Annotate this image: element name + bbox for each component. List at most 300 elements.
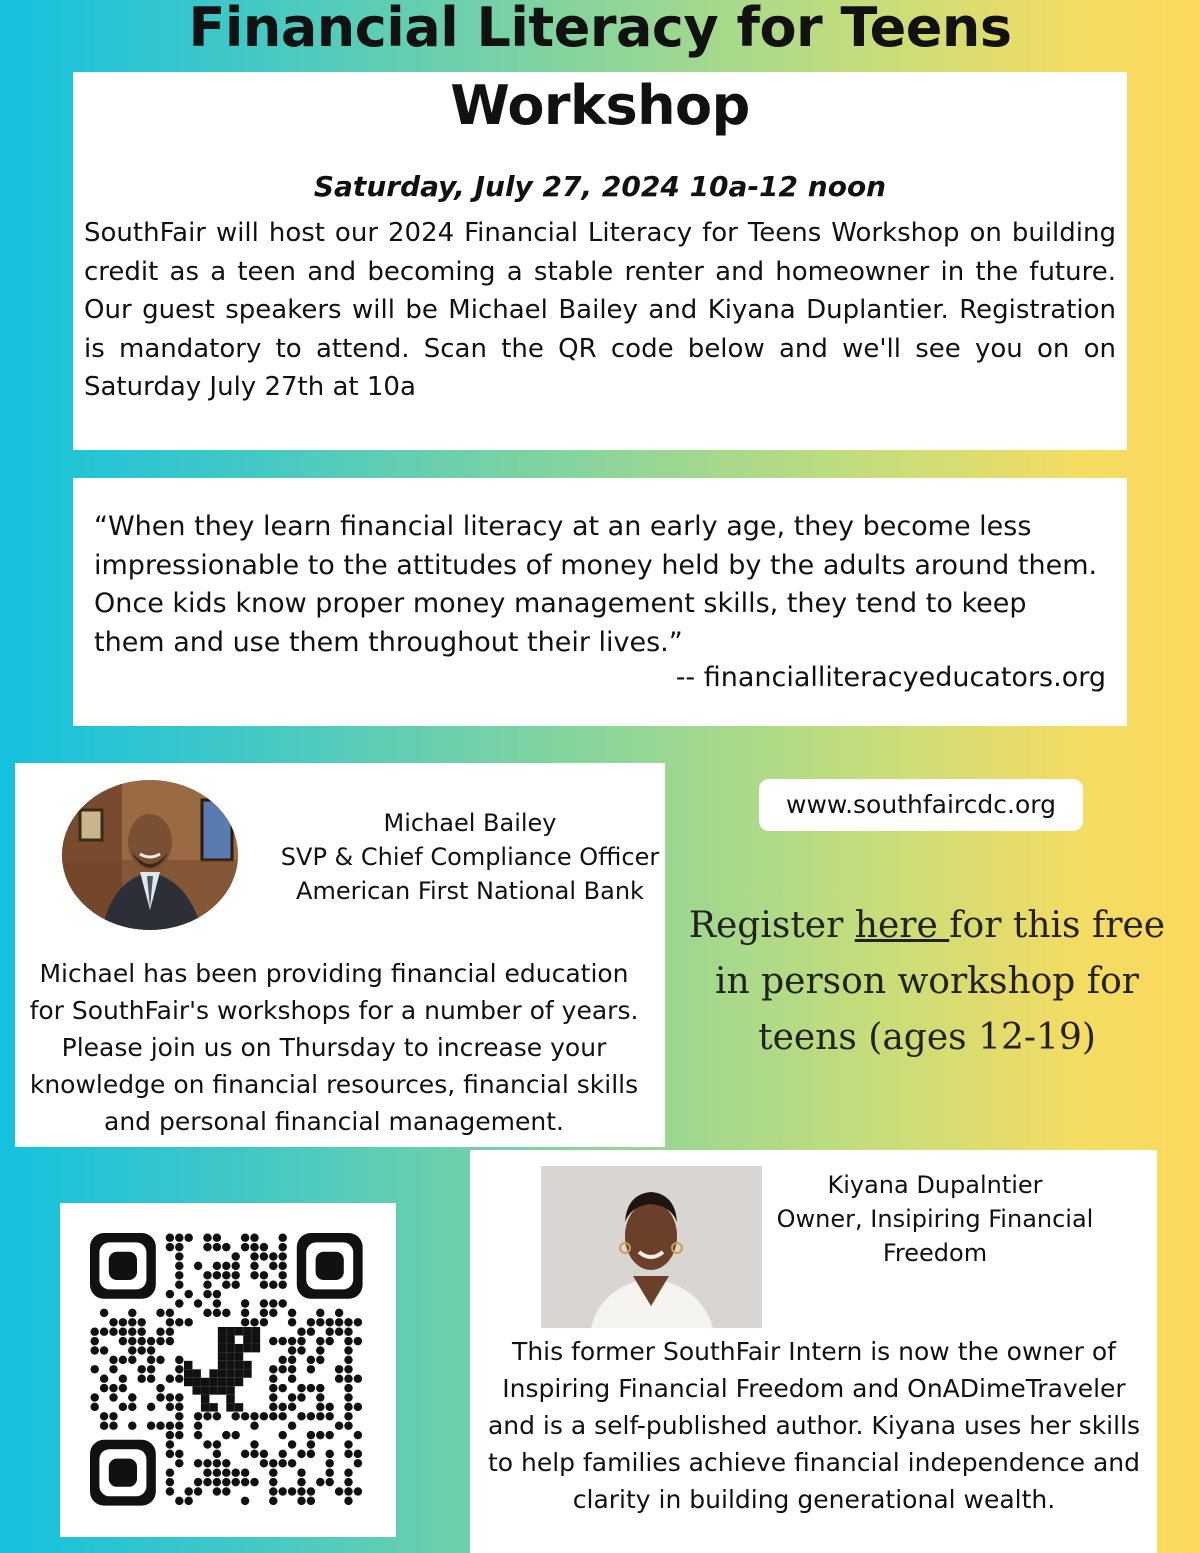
michael-company: American First National Bank	[296, 877, 644, 905]
qr-module	[222, 1468, 230, 1476]
qr-module	[175, 1497, 183, 1505]
qr-module	[175, 1403, 183, 1411]
qr-module	[278, 1450, 286, 1458]
qr-module	[241, 1468, 249, 1476]
qr-module	[269, 1299, 277, 1307]
qr-module	[316, 1431, 324, 1439]
qr-module	[250, 1421, 258, 1429]
qr-module	[307, 1431, 315, 1439]
qr-module	[344, 1478, 352, 1486]
qr-module	[100, 1374, 108, 1382]
qr-module	[278, 1233, 286, 1241]
qr-module	[260, 1412, 268, 1420]
qr-module	[269, 1280, 277, 1288]
qr-module	[325, 1459, 333, 1467]
qr-module	[166, 1318, 174, 1326]
register-suffix: for this free in person workshop for teens (ages 12-19)	[714, 905, 1166, 1058]
qr-module	[241, 1497, 249, 1505]
qr-module	[297, 1327, 305, 1335]
qr-module	[269, 1478, 277, 1486]
qr-module	[194, 1459, 202, 1467]
qr-module	[222, 1262, 230, 1270]
register-prefix: Register	[688, 905, 855, 946]
qr-module	[156, 1384, 164, 1392]
qr-module	[278, 1431, 286, 1439]
qr-module	[166, 1468, 174, 1476]
qr-module	[269, 1365, 277, 1373]
qr-module	[288, 1318, 296, 1326]
qr-module	[109, 1365, 117, 1373]
qr-module	[119, 1356, 127, 1364]
qr-module	[147, 1421, 155, 1429]
qr-module	[316, 1478, 324, 1486]
qr-module	[175, 1356, 183, 1364]
qr-module	[278, 1487, 286, 1495]
qr-module	[175, 1252, 183, 1260]
qr-module	[278, 1365, 286, 1373]
qr-module	[335, 1309, 343, 1317]
qr-module	[231, 1478, 239, 1486]
qr-module	[119, 1384, 127, 1392]
qr-module	[222, 1280, 230, 1288]
qr-module	[128, 1318, 136, 1326]
qr-module	[213, 1468, 221, 1476]
qr-module	[194, 1262, 202, 1270]
qr-module	[325, 1327, 333, 1335]
qr-module	[269, 1497, 277, 1505]
qr-module	[213, 1233, 221, 1241]
qr-module	[119, 1327, 127, 1335]
qr-module	[260, 1271, 268, 1279]
qr-module	[222, 1431, 230, 1439]
qr-module	[297, 1337, 305, 1345]
michael-bio: Michael has been providing financial education for SouthFair's workshops for a number of years. Please join us on Thursday to increase your knowledge on financial resources, financial skills and personal financial management.	[29, 959, 639, 1136]
qr-module	[166, 1290, 174, 1298]
qr-module	[109, 1393, 117, 1401]
qr-module	[344, 1374, 352, 1382]
qr-module	[354, 1403, 362, 1411]
qr-module	[166, 1393, 174, 1401]
qr-module	[297, 1393, 305, 1401]
qr-module	[175, 1459, 183, 1467]
qr-module	[100, 1309, 108, 1317]
qr-module	[307, 1440, 315, 1448]
qr-module	[278, 1337, 286, 1345]
qr-module	[156, 1393, 164, 1401]
qr-module	[269, 1309, 277, 1317]
kiyana-name: Kiyana Dupalntier	[827, 1171, 1043, 1199]
qr-module	[213, 1478, 221, 1486]
qr-module	[307, 1487, 315, 1495]
qr-module	[194, 1478, 202, 1486]
qr-module	[269, 1412, 277, 1420]
qr-module	[260, 1309, 268, 1317]
qr-module	[175, 1393, 183, 1401]
qr-module	[128, 1346, 136, 1354]
register-text	[672, 898, 1182, 1066]
qr-module	[90, 1403, 98, 1411]
qr-module	[241, 1243, 249, 1251]
qr-module	[344, 1497, 352, 1505]
qr-module	[203, 1290, 211, 1298]
qr-module	[344, 1393, 352, 1401]
register-link[interactable]: here	[854, 905, 950, 946]
qr-module	[100, 1384, 108, 1392]
qr-module	[119, 1318, 127, 1326]
qr-module	[260, 1318, 268, 1326]
qr-module	[128, 1337, 136, 1345]
qr-module	[288, 1487, 296, 1495]
qr-module	[269, 1374, 277, 1382]
qr-module	[297, 1468, 305, 1476]
qr-module	[213, 1412, 221, 1420]
qr-module	[288, 1440, 296, 1448]
qr-module	[316, 1412, 324, 1420]
qr-module	[100, 1327, 108, 1335]
michael-name: Michael Bailey	[383, 809, 557, 837]
qr-module	[90, 1365, 98, 1373]
qr-module	[241, 1318, 249, 1326]
qr-module	[147, 1337, 155, 1345]
qr-module	[260, 1280, 268, 1288]
qr-module	[250, 1233, 258, 1241]
qr-module	[297, 1412, 305, 1420]
qr-module	[344, 1346, 352, 1354]
qr-module	[156, 1356, 164, 1364]
qr-module	[156, 1327, 164, 1335]
qr-module	[250, 1478, 258, 1486]
qr-module	[354, 1374, 362, 1382]
qr-module	[344, 1440, 352, 1448]
qr-module	[344, 1337, 352, 1345]
qr-module	[222, 1487, 230, 1495]
qr-module	[344, 1468, 352, 1476]
qr-module	[166, 1337, 174, 1345]
qr-module	[166, 1327, 174, 1335]
qr-module	[128, 1309, 136, 1317]
qr-module	[213, 1309, 221, 1317]
qr-module	[288, 1337, 296, 1345]
qr-module	[344, 1412, 352, 1420]
qr-module	[175, 1431, 183, 1439]
qr-module	[278, 1299, 286, 1307]
qr-module	[250, 1243, 258, 1251]
qr-module	[325, 1403, 333, 1411]
qr-module	[354, 1450, 362, 1458]
qr-module	[316, 1337, 324, 1345]
qr-module	[166, 1450, 174, 1458]
qr-module	[307, 1327, 315, 1335]
qr-module	[250, 1262, 258, 1270]
qr-module	[344, 1356, 352, 1364]
qr-module	[213, 1271, 221, 1279]
qr-module	[175, 1233, 183, 1241]
qr-module	[278, 1271, 286, 1279]
qr-module	[335, 1487, 343, 1495]
qr-module	[184, 1487, 192, 1495]
qr-module	[260, 1243, 268, 1251]
qr-module	[307, 1365, 315, 1373]
qr-module	[128, 1327, 136, 1335]
qr-module	[335, 1374, 343, 1382]
kiyana-bio: This former SouthFair Intern is now the owner of Inspiring Financial Freedom and OnADimeTraveler and is a self-published author. Kiyana uses her skills to help families achieve financial independence and clarity in building generational wealth.	[487, 1337, 1141, 1514]
qr-module	[166, 1233, 174, 1241]
qr-module	[288, 1346, 296, 1354]
qr-module	[166, 1243, 174, 1251]
qr-module	[354, 1431, 362, 1439]
qr-module	[119, 1403, 127, 1411]
qr-module	[147, 1346, 155, 1354]
qr-module	[109, 1421, 117, 1429]
qr-module	[100, 1346, 108, 1354]
qr-module	[278, 1356, 286, 1364]
qr-module	[354, 1487, 362, 1495]
qr-module	[184, 1233, 192, 1241]
qr-module	[213, 1299, 221, 1307]
qr-module	[344, 1365, 352, 1373]
qr-module	[278, 1384, 286, 1392]
qr-module	[194, 1421, 202, 1429]
qr-module	[297, 1487, 305, 1495]
qr-module	[166, 1309, 174, 1317]
qr-module	[316, 1403, 324, 1411]
qr-module	[344, 1487, 352, 1495]
qr-module	[184, 1318, 192, 1326]
quote-source: -- financialliteracyeducators.org	[675, 662, 1106, 693]
qr-module	[335, 1327, 343, 1335]
qr-module	[203, 1233, 211, 1241]
qr-module	[175, 1318, 183, 1326]
qr-module	[325, 1337, 333, 1345]
qr-module	[194, 1412, 202, 1420]
qr-module	[250, 1271, 258, 1279]
qr-module	[335, 1421, 343, 1429]
qr-module	[222, 1243, 230, 1251]
qr-module	[344, 1450, 352, 1458]
qr-module	[269, 1262, 277, 1270]
qr-module	[213, 1450, 221, 1458]
qr-module	[166, 1421, 174, 1429]
qr-module	[278, 1252, 286, 1260]
qr-module	[288, 1393, 296, 1401]
qr-module	[250, 1412, 258, 1420]
qr-module	[335, 1365, 343, 1373]
qr-module	[203, 1478, 211, 1486]
qr-module	[175, 1374, 183, 1382]
qr-module	[278, 1403, 286, 1411]
qr-module	[175, 1271, 183, 1279]
website-link[interactable]: www.southfaircdc.org	[759, 779, 1083, 831]
qr-code[interactable]	[60, 1203, 396, 1537]
qr-module	[278, 1459, 286, 1467]
qr-module	[325, 1431, 333, 1439]
qr-module	[344, 1403, 352, 1411]
qr-module	[119, 1374, 127, 1382]
dinosaur-icon	[184, 1327, 260, 1412]
qr-module	[231, 1412, 239, 1420]
michael-info	[270, 806, 670, 908]
qr-module	[354, 1337, 362, 1345]
qr-module	[175, 1299, 183, 1307]
qr-module	[137, 1327, 145, 1335]
qr-module	[137, 1365, 145, 1373]
qr-module	[344, 1318, 352, 1326]
page-title	[0, 0, 1200, 142]
qr-module	[203, 1468, 211, 1476]
qr-module	[316, 1309, 324, 1317]
qr-module	[128, 1393, 136, 1401]
qr-module	[100, 1421, 108, 1429]
qr-module	[344, 1327, 352, 1335]
qr-module	[288, 1309, 296, 1317]
qr-module	[184, 1497, 192, 1505]
qr-module	[194, 1299, 202, 1307]
qr-module	[297, 1478, 305, 1486]
qr-module	[278, 1280, 286, 1288]
title-line-1: Financial Literacy for Teens	[188, 0, 1012, 59]
qr-module	[288, 1421, 296, 1429]
qr-module	[109, 1327, 117, 1335]
qr-module	[231, 1252, 239, 1260]
qr-module	[269, 1252, 277, 1260]
qr-module	[307, 1318, 315, 1326]
qr-module	[175, 1280, 183, 1288]
qr-module	[203, 1309, 211, 1317]
qr-module	[278, 1243, 286, 1251]
qr-module	[213, 1440, 221, 1448]
qr-module	[203, 1280, 211, 1288]
qr-module	[203, 1271, 211, 1279]
qr-module	[325, 1412, 333, 1420]
qr-module	[325, 1478, 333, 1486]
qr-module	[203, 1459, 211, 1467]
qr-module	[166, 1487, 174, 1495]
qr-module	[166, 1478, 174, 1486]
qr-module	[288, 1459, 296, 1467]
kiyana-title: Owner, Insipiring Financial Freedom	[776, 1205, 1094, 1267]
qr-module	[213, 1262, 221, 1270]
qr-module	[137, 1374, 145, 1382]
qr-module	[109, 1318, 117, 1326]
qr-module	[297, 1346, 305, 1354]
qr-module	[194, 1431, 202, 1439]
qr-code-panel[interactable]	[60, 1203, 396, 1537]
qr-module	[222, 1459, 230, 1467]
qr-module	[307, 1384, 315, 1392]
qr-module	[184, 1290, 192, 1298]
qr-module	[90, 1346, 98, 1354]
qr-module	[137, 1318, 145, 1326]
qr-module	[288, 1403, 296, 1411]
michael-avatar	[62, 780, 238, 930]
qr-module	[241, 1309, 249, 1317]
qr-module	[260, 1450, 268, 1458]
qr-module	[231, 1271, 239, 1279]
qr-module	[231, 1431, 239, 1439]
qr-module	[147, 1356, 155, 1364]
qr-module	[166, 1374, 174, 1382]
qr-module	[241, 1412, 249, 1420]
qr-module	[307, 1412, 315, 1420]
kiyana-photo	[541, 1166, 762, 1328]
qr-module	[344, 1421, 352, 1429]
qr-module	[90, 1393, 98, 1401]
qr-module	[203, 1440, 211, 1448]
qr-module	[297, 1497, 305, 1505]
qr-module	[109, 1356, 117, 1364]
qr-module	[241, 1299, 249, 1307]
qr-module	[269, 1393, 277, 1401]
qr-module	[175, 1412, 183, 1420]
qr-module	[241, 1233, 249, 1241]
qr-module	[156, 1309, 164, 1317]
qr-module	[260, 1299, 268, 1307]
qr-module	[90, 1327, 98, 1335]
qr-module	[325, 1450, 333, 1458]
qr-module	[231, 1280, 239, 1288]
qr-module	[269, 1487, 277, 1495]
qr-module	[316, 1318, 324, 1326]
qr-module	[175, 1450, 183, 1458]
qr-module	[278, 1412, 286, 1420]
qr-module	[316, 1346, 324, 1354]
qr-module	[137, 1337, 145, 1345]
qr-module	[213, 1459, 221, 1467]
qr-module	[297, 1384, 305, 1392]
qr-module	[354, 1459, 362, 1467]
qr-module	[250, 1450, 258, 1458]
qr-module	[213, 1290, 221, 1298]
qr-module	[175, 1365, 183, 1373]
qr-module	[316, 1393, 324, 1401]
qr-module	[222, 1478, 230, 1486]
qr-module	[231, 1262, 239, 1270]
title-line-2: Workshop	[450, 74, 750, 137]
qr-module	[203, 1412, 211, 1420]
qr-module	[269, 1337, 277, 1345]
qr-module	[269, 1459, 277, 1467]
qr-module	[166, 1403, 174, 1411]
qr-module	[137, 1346, 145, 1354]
qr-module	[231, 1468, 239, 1476]
qr-module	[344, 1384, 352, 1392]
qr-module	[325, 1318, 333, 1326]
qr-module	[241, 1450, 249, 1458]
qr-module	[166, 1431, 174, 1439]
qr-module	[297, 1450, 305, 1458]
qr-module	[307, 1497, 315, 1505]
qr-module	[335, 1318, 343, 1326]
qr-module	[222, 1271, 230, 1279]
qr-module	[100, 1412, 108, 1420]
qr-module	[307, 1356, 315, 1364]
qr-module	[250, 1318, 258, 1326]
qr-module	[250, 1440, 258, 1448]
qr-module	[250, 1252, 258, 1260]
qr-module	[194, 1487, 202, 1495]
qr-module	[109, 1384, 117, 1392]
qr-module	[269, 1384, 277, 1392]
qr-module	[203, 1243, 211, 1251]
qr-module	[147, 1403, 155, 1411]
qr-module	[213, 1243, 221, 1251]
qr-module	[278, 1262, 286, 1270]
qr-module	[269, 1468, 277, 1476]
qr-module	[119, 1337, 127, 1345]
qr-module	[288, 1356, 296, 1364]
quote-text: “When they learn financial literacy at an early age, they become less impressionable to the attitudes of money held by the adults around them. Once kids know proper money management skills, they tend to keep them and use them throughout their lives.”	[94, 511, 1098, 658]
event-description: SouthFair will host our 2024 Financial Literacy for Teens Workshop on building credit as a teen and becoming a stable renter and homeowner in the future. Our guest speakers will be Michael Bailey and Kiyana Duplantier. Registration is mandatory to attend. Scan the QR code below and we'll see you on on Saturday July 27th at 10a	[84, 218, 1116, 402]
